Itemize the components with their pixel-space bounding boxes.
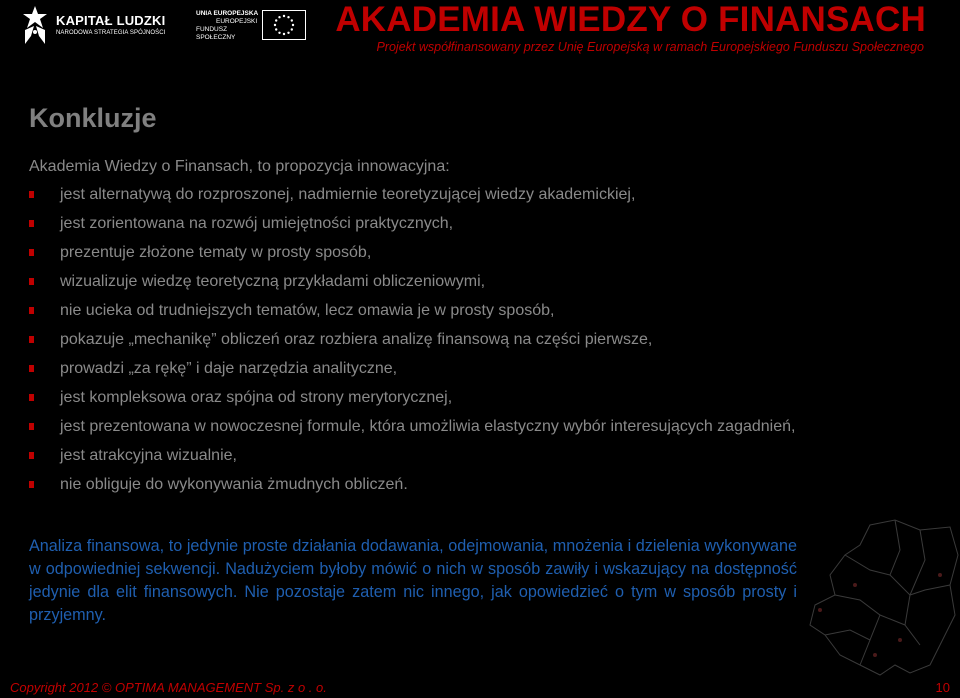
list-item-text: pokazuje „mechanikę” obliczeń oraz rozbiera analizę finansową na części pierwsze, (60, 331, 653, 348)
list-item (29, 474, 795, 503)
slide-heading: Konkluzje (29, 103, 157, 133)
list-item (29, 184, 795, 213)
list-item-text: prowadzi „za rękę” i daje narzędzia analityczne, (60, 360, 398, 377)
ue-logo-line1: UNIA EUROPEJSKA (196, 10, 259, 17)
list-item (29, 358, 795, 387)
page-number: 10 (935, 680, 950, 695)
bullet-square-icon (29, 307, 34, 314)
list-item-text: prezentuje złożone tematy w prosty sposób, (60, 244, 372, 261)
kapital-ludzki-title: KAPITAŁ LUDZKI (56, 13, 166, 28)
kapital-ludzki-star-icon (22, 6, 48, 44)
kapital-ludzki-logo (22, 6, 165, 44)
project-subtitle: Projekt współfinansowany przez Unię Europejską w ramach Europejskiego Funduszu Społecznego (376, 40, 924, 54)
bullet-square-icon (29, 365, 34, 372)
list-item-text: nie ucieka od trudniejszych tematów, lecz omawia je w prosty sposób, (60, 302, 555, 319)
kapital-ludzki-subtitle: NARODOWA STRATEGIA SPÓJNOŚCI (56, 30, 166, 36)
bullet-square-icon (29, 249, 34, 256)
list-item-text: jest zorientowana na rozwój umiejętności praktycznych, (60, 215, 454, 232)
bullet-square-icon (29, 423, 34, 430)
slide-header (0, 0, 960, 58)
list-item-text: jest prezentowana w nowoczesnej formule, która umożliwia elastyczny wybór interesujących zagadnień, (60, 418, 796, 435)
slide-footer (0, 679, 960, 698)
ue-logo-line2: EUROPEJSKI (216, 18, 258, 25)
list-item (29, 329, 795, 358)
list-item (29, 445, 795, 474)
ue-logo-line3: FUNDUSZ SPOŁECZNY (196, 26, 236, 41)
list-item (29, 416, 795, 445)
list-item-text: nie obliguje do wykonywania żmudnych obliczeń. (60, 476, 408, 493)
bullet-square-icon (29, 191, 34, 198)
conclusions-list (29, 184, 795, 503)
bullet-square-icon (29, 481, 34, 488)
list-item (29, 387, 795, 416)
europe-map-icon (800, 515, 960, 680)
ue-logo (196, 10, 306, 42)
list-item-text: wizualizuje wiedzę teoretyczną przykładami obliczeniowymi, (60, 273, 486, 290)
list-item-text: jest alternatywą do rozproszonej, nadmiernie teoretyzującej wiedzy akademickiej, (60, 186, 636, 203)
list-item (29, 271, 795, 300)
conclusion-paragraph: Analiza finansowa, to jedynie proste działania dodawania, odejmowania, mnożenia i dzielenia wykonywane w odpowiedniej sekwencji. Nadużyciem byłoby mówić o nich w sposób zawiły i wskazujący na dostępność jedynie dla elit finansowych. Nie pozostaje zatem nic innego, jak opowiedzieć o tym w sposób prosty i przyjemny. (29, 537, 797, 624)
bullet-square-icon (29, 220, 34, 227)
list-item (29, 213, 795, 242)
bullet-square-icon (29, 452, 34, 459)
bullet-square-icon (29, 336, 34, 343)
list-item-text: jest kompleksowa oraz spójna od strony merytorycznej, (60, 389, 453, 406)
project-title: AKADEMIA WIEDZY O FINANSACH (335, 0, 926, 39)
bullet-square-icon (29, 278, 34, 285)
list-item (29, 242, 795, 271)
intro-text: Akademia Wiedzy o Finansach, to propozycja innowacyjna: (29, 158, 450, 175)
bullet-square-icon (29, 394, 34, 401)
eu-flag-icon (262, 10, 306, 40)
copyright-text: Copyright 2012 © OPTIMA MANAGEMENT Sp. z o . o. (10, 680, 327, 695)
list-item-text: jest atrakcyjna wizualnie, (60, 447, 237, 464)
list-item (29, 300, 795, 329)
